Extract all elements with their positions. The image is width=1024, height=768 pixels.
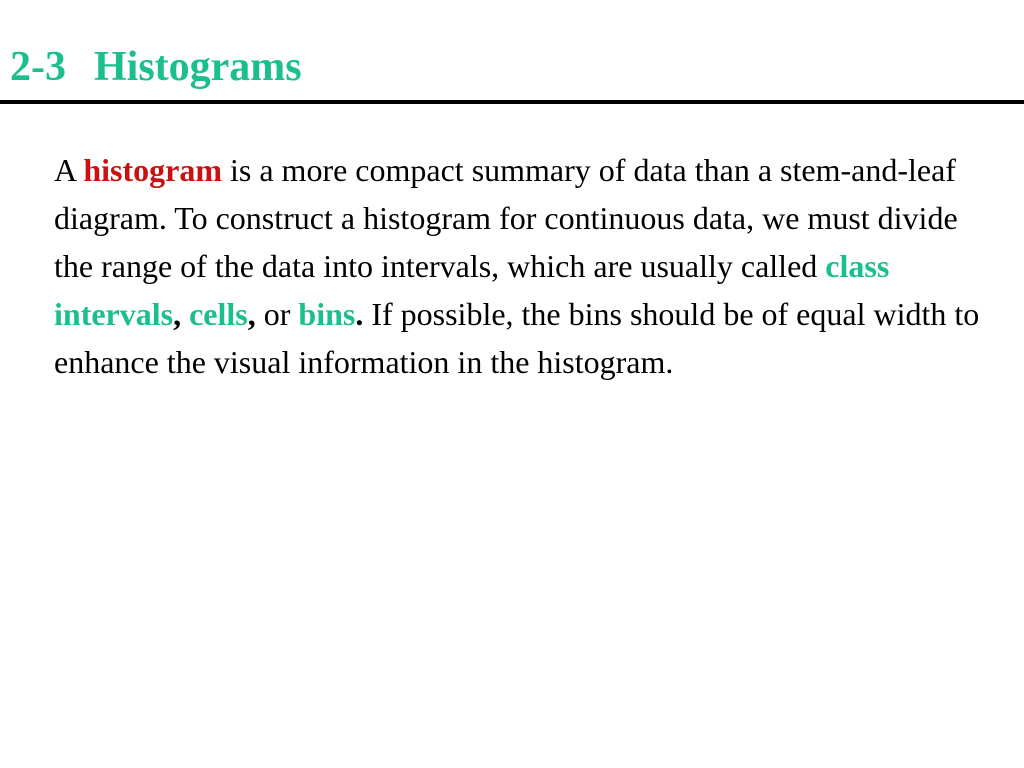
body-paragraph [54,146,1004,386]
key-term-cells: cells [189,296,248,332]
text-run [181,296,189,332]
key-term-histogram: histogram [83,152,222,188]
text-run: is a more compact summary of data than a stem-and-leaf diagram. To construct a histogram for continuous data, we must divide the range of the data into intervals, which are usually called [54,152,958,284]
title-text: Histograms [94,44,302,90]
punctuation-comma: , [173,296,182,332]
key-term-bins: bins [298,296,356,332]
punctuation-comma: , [247,296,256,332]
key-term-class-intervals: class intervals [54,248,890,332]
title-divider [0,100,1024,104]
section-number: 2-3 [10,44,66,90]
text-run: If possible, the bins should be of equal width to enhance the visual information in the histogram. [54,296,980,380]
slide-title [10,42,302,92]
punctuation-period: . [355,296,364,332]
text-run: A [54,152,84,188]
text-run: or [255,296,299,332]
